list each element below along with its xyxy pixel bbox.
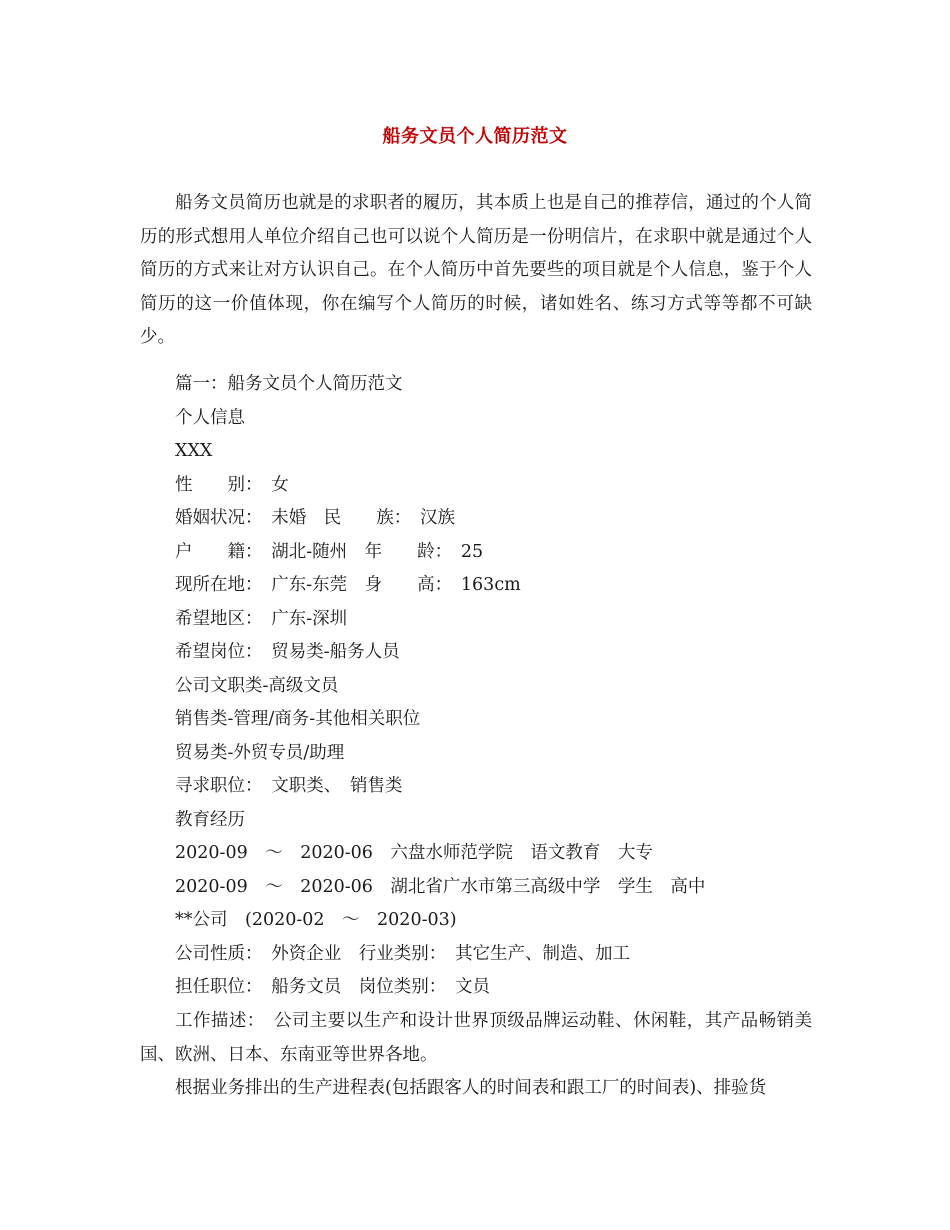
desired-region-line: 希望地区： 广东-深圳 bbox=[175, 608, 348, 629]
intro-paragraph: 船务文员简历也就是的求职者的履历，其本质上也是自己的推荐信，通过的个人简历的形式想用人单位介绍自己也可以说个人简历是一份明信片，在求职中就是通过个人简历的方式来让对方认识自己。在个人简历中首先要些的项目就是个人信息，鉴于个人简历的这一价值体现，你在编写个人简历的时候，诸如姓名、练习方式等等都不可缺少。 bbox=[140, 193, 812, 347]
marital-ethnicity-line: 婚姻状况： 未婚 民 族： 汉族 bbox=[175, 508, 455, 528]
position-option-line: 贸易类-外贸专员/助理 bbox=[175, 742, 345, 763]
education-entry: 2020-09 ～ 2020-06 湖北省广水市第三高级中学 学生 高中 bbox=[175, 876, 706, 897]
personal-info-heading: 个人信息 bbox=[175, 407, 245, 428]
company-entry: **公司 (2020-02 ～ 2020-03) bbox=[175, 910, 457, 930]
resume-lines bbox=[175, 368, 815, 1005]
job-title-line: 担任职位： 船务文员 岗位类别： 文员 bbox=[175, 977, 490, 997]
location-height-line: 现所在地： 广东-东莞 身 高： 163cm bbox=[175, 575, 521, 595]
education-entry: 2020-09 ～ 2020-06 六盘水师范学院 语文教育 大专 bbox=[175, 843, 653, 863]
work-description-paragraph: 工作描述： 公司主要以生产和设计世界顶级品牌运动鞋、休闲鞋，其产品畅销美国、欧洲、日本、东南亚等世界各地。 bbox=[140, 1011, 812, 1065]
company-nature-line: 公司性质： 外资企业 行业类别： 其它生产、制造、加工 bbox=[175, 943, 630, 964]
position-option-line: 公司文职类-高级文员 bbox=[175, 675, 339, 696]
gender-line: 性 别： 女 bbox=[175, 474, 289, 495]
seeking-position-line: 寻求职位： 文职类、 销售类 bbox=[175, 776, 403, 796]
hukou-age-line: 户 籍： 湖北-随州 年 龄： 25 bbox=[175, 541, 484, 562]
desired-position-line: 希望岗位： 贸易类-船务人员 bbox=[175, 642, 400, 662]
position-option-line: 销售类-管理/商务-其他相关职位 bbox=[175, 709, 421, 729]
education-heading: 教育经历 bbox=[175, 809, 245, 830]
name-line: XXX bbox=[175, 441, 213, 461]
schedule-paragraph: 根据业务排出的生产进程表(包括跟客人的时间表和跟工厂的时间表)、排验货 bbox=[175, 1078, 767, 1098]
document-title: 船务文员个人简历范文 bbox=[382, 126, 568, 147]
section-heading: 篇一：船务文员个人简历范文 bbox=[175, 374, 403, 394]
